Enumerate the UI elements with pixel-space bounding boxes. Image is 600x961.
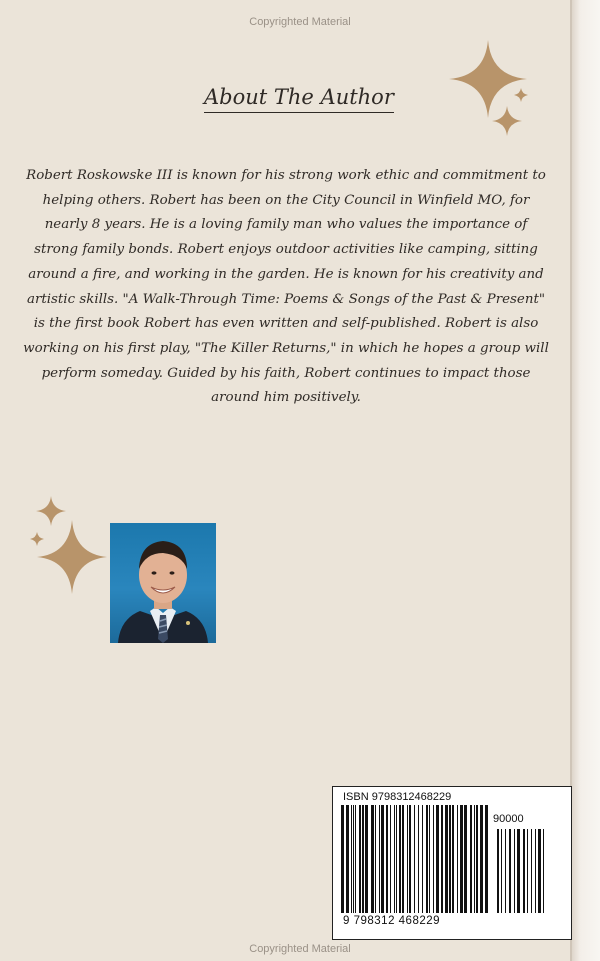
barcode-bar [464,805,467,913]
barcode-bar [527,829,528,913]
author-bio: Robert Roskowske III is known for his strong work ethic and commitment to helping others. Robert has been on the City Council in Winfield MO, for nearly 8 years. He is a loving family man who values the importance of strong family bonds. Robert enjoys outdoor activities like camping, sitting around a fire, and working in the garden. He is known for his creativity and artistic skills. "A Walk-Through Time: Poems & Songs of the Past & Present" is the first book Robert has even written and self-published. Robert is also working on his first play, "The Killer Returns," in which he hopes a group will perform someday. Guided by his faith, Robert continues to impact those around him positively. [23,168,549,406]
barcode-bar [436,805,439,913]
barcode-bar [341,805,344,913]
sparkle-medium-icon [492,106,522,136]
barcode-bar [353,805,354,913]
barcode-bar [476,805,478,913]
barcode-bar [396,805,397,913]
barcode-bar [497,829,499,913]
barcode-bar [422,805,423,913]
barcode-bar [414,805,415,913]
barcode-bar [474,805,475,913]
barcode-bar [355,805,356,913]
barcode-bar [386,805,388,913]
barcode-bar [460,805,463,913]
barcode-bar [509,829,511,913]
barcode-bar [523,829,525,913]
barcode-bar [457,805,458,913]
barcode-bar [346,805,349,913]
price-code: 90000 [493,813,524,825]
barcode-bar [351,805,352,913]
sparkle-large-icon [37,520,107,594]
watermark-bottom: Copyrighted Material [249,943,351,955]
sparkle-small-icon [514,88,528,102]
barcode-bar [445,805,448,913]
barcode-bar [449,805,451,913]
barcode-bar [402,805,404,913]
barcode-bar [426,805,428,913]
barcode-bar [407,805,408,913]
barcode-bar [441,805,443,913]
author-photo [110,523,216,643]
barcode-bar [485,805,488,913]
barcode-bar [418,805,419,913]
barcode-bar [517,829,520,913]
barcode-bars [339,805,489,913]
barcode-bar [535,829,536,913]
barcode-bar [394,805,395,913]
barcode-bar [514,829,515,913]
watermark-top: Copyrighted Material [249,16,351,28]
page-title: About The Author [204,84,394,113]
isbn-barcode [332,786,572,940]
barcode-bar [365,805,368,913]
barcode-bar [375,805,376,913]
barcode-bar [381,805,384,913]
barcode-bar [452,805,454,913]
barcode-bar [399,805,401,913]
isbn-label: ISBN 9798312468229 [343,791,452,803]
barcode-bar [538,829,541,913]
barcode-bar [531,829,532,913]
barcode-bar [433,805,434,913]
barcode-bar [359,805,361,913]
barcode-bar [390,805,391,913]
barcode-bar [543,829,544,913]
barcode-bar [501,829,502,913]
barcode-digits: 9 798312 468229 [343,915,441,927]
addon-barcode-bars [495,829,547,913]
barcode-bar [371,805,374,913]
barcode-bar [470,805,472,913]
page-edge [570,0,600,961]
barcode-bar [505,829,506,913]
barcode-bar [480,805,483,913]
barcode-bar [409,805,411,913]
barcode-bar [379,805,380,913]
barcode-bar [362,805,364,913]
barcode-bar [429,805,430,913]
